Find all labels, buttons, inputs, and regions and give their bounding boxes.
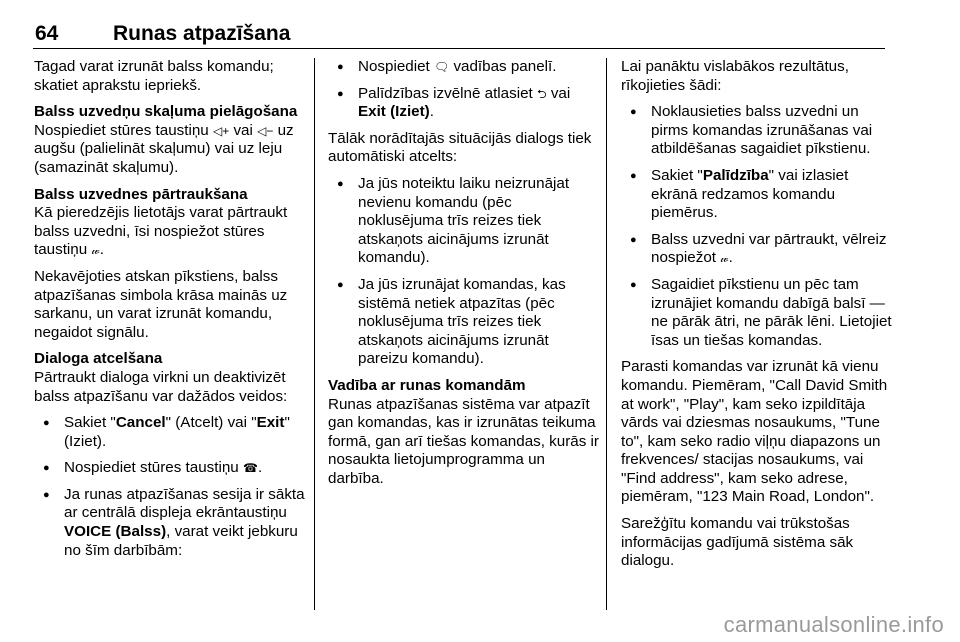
page-title: Runas atpazīšana	[113, 22, 291, 45]
list-item: ● Sakiet "Palīdzība" vai izlasiet ekrānā redzamos komandu piemērus.	[621, 167, 893, 223]
list-item: ● Nospiediet stūres taustiņu ☎.	[34, 459, 306, 478]
cancel-paragraph: Pārtraukt dialoga virkni un deaktivizēt balss atpazīšanu var dažādos veidos:	[34, 368, 288, 405]
voice-icon: 𝓌	[91, 243, 100, 258]
examples-paragraph: Parasti komandas var izrunāt kā vienu komandu. Piemēram, "Call David Smith at work", "Play", kam seko izpildītāja vārds vai dziesmas nosaukums, "Tune to", kam seko radio viļņu diapazons un frekvences/ stacijas nosaukums, vai "Find address", kam seko adrese, piemēram, "123 Main Road, London".	[621, 358, 888, 506]
page-header	[33, 22, 885, 49]
column-2	[328, 58, 600, 496]
intro-paragraph: Tagad varat izrunāt balss komandu; skatiet aprakstu iepriekš.	[34, 58, 274, 94]
list-item: ● Ja jūs noteiktu laiku neizrunājat nevienu komandu (pēc noklusējuma trīs reizes tiek atskaņots aicinājums izrunāt komandu).	[328, 175, 600, 268]
auto-cancel-paragraph: Tālāk norādītajās situācijās dialogs tiek automātiski atcelts:	[328, 129, 592, 166]
tips-intro: Lai panāktu vislabākos rezultātus, rīkojieties šādi:	[621, 58, 849, 94]
section-heading: Dialoga atcelšana	[34, 350, 163, 368]
list-item: ● Noklausieties balss uzvedni un pirms komandas izrunāšanas vai atbildēšanas sagaidiet pīkstienu.	[621, 103, 893, 159]
bullet-list	[34, 414, 306, 560]
hang-up-icon: ☎	[242, 461, 258, 476]
page-number: 64	[35, 22, 59, 45]
section-heading: Vadība ar runas komandām	[328, 376, 526, 394]
column-divider	[314, 58, 315, 610]
volume-paragraph: Nospiediet stūres taustiņu ◁+ vai ◁− uz augšu (palielināt skaļumu) vai uz leju (samazināt skaļumu).	[34, 121, 294, 176]
list-item: ● Sagaidiet pīkstienu un pēc tam izrunājiet komandu dabīgā balsī — ne pārāk ātri, ne pārāk lēni. Lietojiet īsas un tiešas komandas.	[621, 276, 893, 350]
column-1	[34, 58, 306, 568]
volume-down-icon: ◁−	[257, 123, 274, 138]
beep-paragraph: Nekavējoties atskan pīkstiens, balss atpazīšanas simbola krāsa mainās uz sarkanu, un varat izrunāt komandu, negaidot signālu.	[34, 267, 288, 341]
list-item: ● Ja runas atpazīšanas sesija ir sākta ar centrālā displeja ekrāntaustiņu VOICE (Balss), varat veikt jebkuru no šīm darbībām:	[34, 486, 306, 560]
voice-icon: 𝓌	[720, 251, 729, 266]
bullet-list	[328, 175, 600, 369]
list-item: ● Sakiet "Cancel" (Atcelt) vai "Exit" (Iziet).	[34, 414, 306, 451]
voice-panel-icon: 🗨	[433, 60, 450, 74]
column-divider	[606, 58, 607, 610]
dialog-paragraph: Sarežģītu komandu vai trūkstošas informācijas gadījumā sistēma sāk dialogu.	[621, 515, 854, 570]
volume-up-icon: ◁+	[212, 123, 230, 138]
column-3	[621, 58, 893, 579]
list-item: ● Palīdzības izvēlnē atlasiet ⮌ vai Exit (Iziet).	[328, 85, 600, 122]
watermark: carmanualsonline.info	[723, 612, 944, 637]
section-heading: Balss uzvedņu skaļuma pielāgošana	[34, 103, 298, 121]
list-item: ● Balss uzvedni var pārtraukt, vēlreiz nospiežot 𝓌.	[621, 231, 893, 268]
control-paragraph: Runas atpazīšanas sistēma var atpazīt gan komandas, kas ir izrunātas teikuma formā, gan arī tiešas komandas, kurās ir nosaukta lietojumprogramma un darbība.	[328, 395, 599, 487]
list-item: ● Ja jūs izrunājat komandas, kas sistēmā netiek atpazītas (pēc noklusējuma trīs reizes tiek atskaņots aicinājums izrunāt pareizu komandu).	[328, 276, 600, 369]
bullet-list	[621, 103, 893, 350]
back-icon: ⮌	[536, 86, 547, 101]
bullet-list	[328, 58, 600, 122]
interrupt-paragraph: Kā pieredzējis lietotājs varat pārtraukt balss uzvedni, īsi nospiežot stūres taustiņu 𝓌.	[34, 204, 288, 259]
list-item: ● Nospiediet 🗨 vadības panelī.	[328, 58, 600, 77]
section-heading: Balss uzvednes pārtraukšana	[34, 185, 248, 203]
